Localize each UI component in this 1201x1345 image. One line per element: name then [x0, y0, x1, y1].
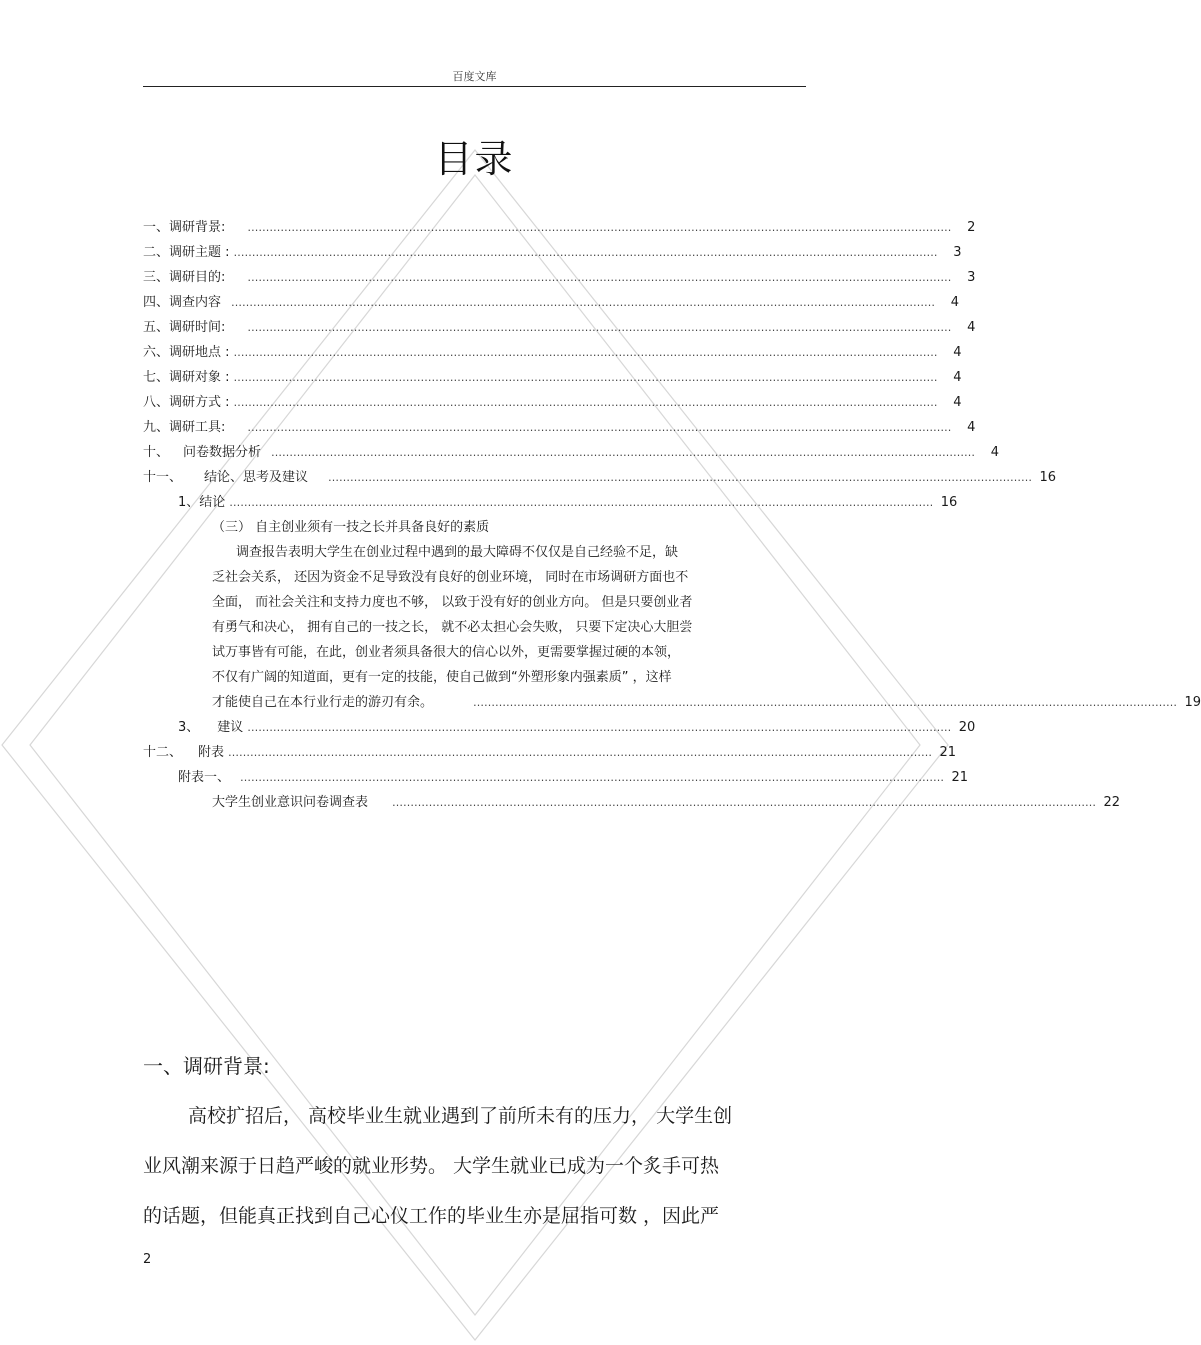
- toc-entry[interactable]: 七、调研对象 : ………………………………………………………………………………………………………………………………………………………………………… 4: [143, 368, 807, 388]
- toc-page-number: 4: [990, 445, 1000, 460]
- body-text-line: 业风潮来源于日趋严峻的就业形势。 大学生就业已成为一个炙手可热: [143, 1155, 720, 1177]
- toc-leader: …………………………………………………………………………………………………………………………………………………………………………: [247, 721, 952, 734]
- toc-page-number: 3: [967, 270, 976, 285]
- toc-entry[interactable]: 大学生创业意识问卷调查表 ………………………………………………………………………………………………………………………………………………………………………… 22: [212, 793, 807, 813]
- toc-paragraph-line: 有勇气和决心， 拥有自己的一技之长， 就不必太担心会失败， 只要下定决心大胆尝: [212, 620, 693, 635]
- document-header: 百度文库: [452, 70, 497, 83]
- toc-page-number: 4: [967, 320, 976, 335]
- toc-paragraph-line: 试万事皆有可能，在此，创业者须具备很大的信心以外，更需要掌握过硬的本领，: [212, 645, 681, 660]
- toc-page-number: 20: [958, 720, 976, 735]
- toc-paragraph-line: 不仅有广阔的知道面，更有一定的技能，使自己做到“外塑形象内强素质” ，这样: [212, 670, 672, 685]
- toc-page-number: 19: [1184, 695, 1201, 710]
- toc-entry[interactable]: 六、调研地点 : ………………………………………………………………………………………………………………………………………………………………………… 4: [143, 343, 807, 363]
- toc-page-number: 4: [953, 370, 962, 385]
- toc-leader: …………………………………………………………………………………………………………………………………………………………………………: [247, 221, 952, 234]
- toc-entry[interactable]: 才能使自己在本行业行走的游刃有余。 ………………………………………………………………………………………………………………………………………………………………………… 19: [212, 693, 807, 713]
- toc-entry[interactable]: 四、调查内容 ………………………………………………………………………………………………………………………………………………………………………… 4: [143, 293, 807, 313]
- toc-entry[interactable]: 五、调研时间: ………………………………………………………………………………………………………………………………………………………………………… 4: [143, 318, 807, 338]
- toc-page-number: 4: [950, 295, 960, 310]
- toc-entry[interactable]: 二、调研主题 : ………………………………………………………………………………………………………………………………………………………………………… 3: [143, 243, 807, 263]
- toc-leader: …………………………………………………………………………………………………………………………………………………………………………: [240, 771, 945, 784]
- toc-page-number: 16: [940, 495, 958, 510]
- header-divider: [143, 86, 806, 87]
- toc-page-number: 22: [1103, 795, 1121, 810]
- toc-entry[interactable]: 附表一、 ………………………………………………………………………………………………………………………………………………………………………… 21: [178, 768, 807, 788]
- toc-leader: …………………………………………………………………………………………………………………………………………………………………………: [271, 446, 976, 459]
- toc-leader: …………………………………………………………………………………………………………………………………………………………………………: [231, 296, 936, 309]
- toc-leader: …………………………………………………………………………………………………………………………………………………………………………: [233, 396, 938, 409]
- toc-page-number: 21: [939, 745, 957, 760]
- page-number: 2: [143, 1252, 152, 1267]
- toc-title: 目录: [434, 137, 515, 181]
- toc-leader: …………………………………………………………………………………………………………………………………………………………………………: [247, 271, 952, 284]
- toc-leader: …………………………………………………………………………………………………………………………………………………………………………: [233, 371, 938, 384]
- toc-entry[interactable]: 八、调研方式 : ………………………………………………………………………………………………………………………………………………………………………… 4: [143, 393, 807, 413]
- toc-entry[interactable]: 九、调研工具: ………………………………………………………………………………………………………………………………………………………………………… 4: [143, 418, 807, 438]
- toc-entry[interactable]: 三、调研目的: ………………………………………………………………………………………………………………………………………………………………………… 3: [143, 268, 807, 288]
- toc-entry[interactable]: 十、 问卷数据分析 ………………………………………………………………………………………………………………………………………………………………………… 4: [143, 443, 807, 463]
- toc-sub-heading: （三） 自主创业须有一技之长并具备良好的素质: [212, 520, 490, 535]
- section-heading: 一、调研背景:: [143, 1054, 270, 1078]
- toc-leader: …………………………………………………………………………………………………………………………………………………………………………: [473, 696, 1178, 709]
- toc-leader: …………………………………………………………………………………………………………………………………………………………………………: [233, 346, 938, 359]
- toc-page-number: 2: [967, 220, 976, 235]
- toc-leader: …………………………………………………………………………………………………………………………………………………………………………: [229, 496, 934, 509]
- toc-paragraph-line: 全面， 而社会关注和支持力度也不够， 以致于没有好的创业方向。 但是只要创业者: [212, 595, 693, 610]
- toc-leader: …………………………………………………………………………………………………………………………………………………………………………: [233, 246, 938, 259]
- toc-leader: …………………………………………………………………………………………………………………………………………………………………………: [247, 421, 952, 434]
- toc-entry[interactable]: 一、调研背景: ………………………………………………………………………………………………………………………………………………………………………… 2: [143, 218, 807, 238]
- toc-entry[interactable]: 3、 建议 ………………………………………………………………………………………………………………………………………………………………………… 20: [178, 718, 807, 738]
- toc-paragraph-line: 乏社会关系， 还因为资金不足导致没有良好的创业环境， 同时在市场调研方面也不: [212, 570, 689, 585]
- toc-leader: …………………………………………………………………………………………………………………………………………………………………………: [328, 471, 1033, 484]
- toc-entry[interactable]: 十一、 结论、思考及建议 ………………………………………………………………………………………………………………………………………………………………………… 16: [143, 468, 807, 488]
- toc-page-number: 21: [951, 770, 969, 785]
- toc-page-number: 16: [1039, 470, 1057, 485]
- toc-entry[interactable]: 1、结论 ………………………………………………………………………………………………………………………………………………………………………… 16: [178, 493, 807, 513]
- toc-leader: …………………………………………………………………………………………………………………………………………………………………………: [392, 796, 1097, 809]
- toc-page-number: 4: [953, 395, 962, 410]
- body-text-line: 的话题，但能真正找到自己心仪工作的毕业生亦是屈指可数 ，因此严: [143, 1205, 720, 1227]
- toc-page-number: 3: [953, 245, 962, 260]
- body-text-line: 高校扩招后， 高校毕业生就业遇到了前所未有的压力， 大学生创: [188, 1105, 733, 1127]
- toc-entry[interactable]: 十二、 附表 ………………………………………………………………………………………………………………………………………………………………………… 21: [143, 743, 807, 763]
- toc-leader: …………………………………………………………………………………………………………………………………………………………………………: [228, 746, 933, 759]
- toc-page-number: 4: [967, 420, 976, 435]
- toc-leader: …………………………………………………………………………………………………………………………………………………………………………: [247, 321, 952, 334]
- toc-paragraph-line: 调查报告表明大学生在创业过程中遇到的最大障碍不仅仅是自己经验不足，缺: [236, 545, 679, 560]
- toc-page-number: 4: [953, 345, 962, 360]
